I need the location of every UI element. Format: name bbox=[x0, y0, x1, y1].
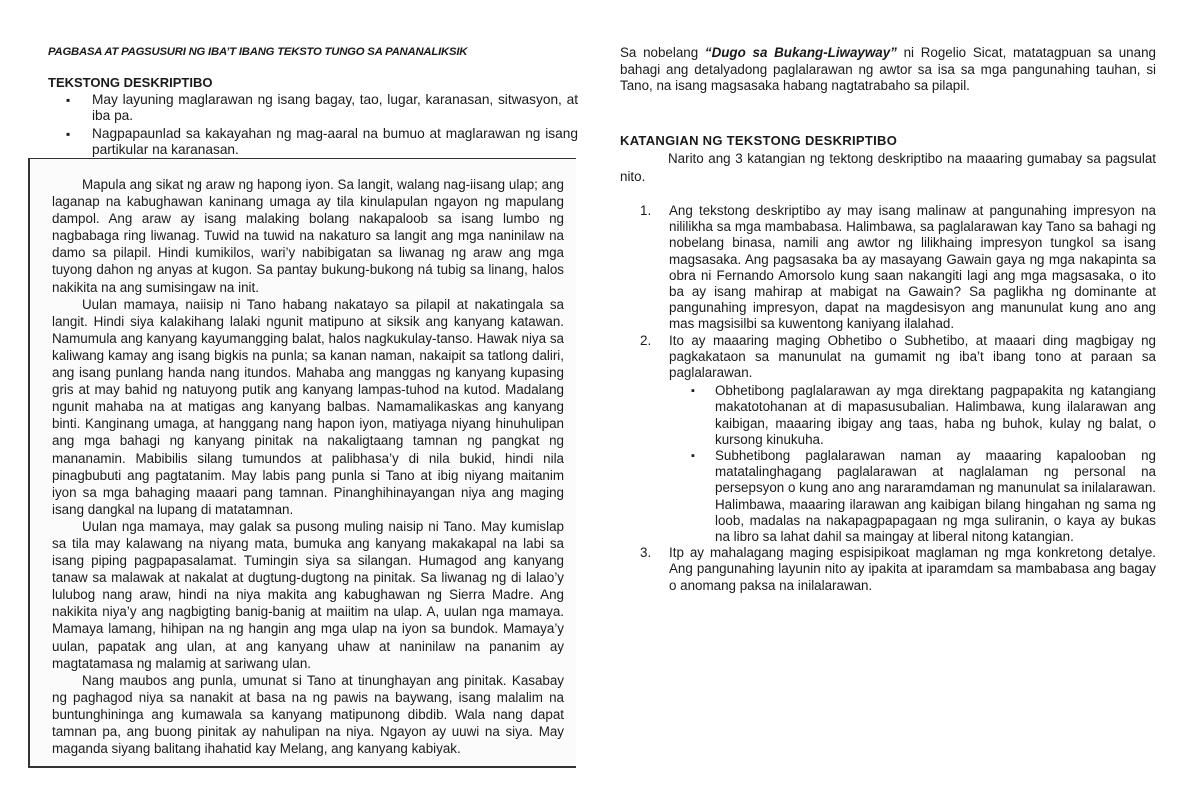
characteristics-list bbox=[640, 203, 1156, 594]
module-header: PAGBASA AT PAGSUSURI NG IBA’T IBANG TEKSTO TUNGO SA PANANALIKSIK bbox=[48, 46, 468, 58]
item-number: 2. bbox=[640, 332, 652, 348]
bullet-item: ▪ May layuning maglarawan ng isang bagay, tao, lugar, karanasan, sitwasyon, at iba pa. bbox=[62, 92, 578, 124]
item-text: Ito ay maaaring maging Obhetibo o Subhetibo, at maaari ding magbigay ng pagkakataon sa manunulat na gumamit ng iba’t ibang tono at paraan sa paglalarawan. bbox=[669, 332, 1156, 381]
item-number: 3. bbox=[640, 545, 652, 561]
characteristic-item bbox=[640, 545, 1156, 594]
item-text: Itp ay mahalagang maging espisipikoat maglaman ng mga konkretong detalye. Ang pangunahing layunin nito ay ipakita at iparamdam sa mambabasa ang bagay o anomang paksa na inilalarawan. bbox=[669, 545, 1156, 593]
item-number: 1. bbox=[640, 203, 652, 218]
definition-bullets bbox=[62, 92, 578, 160]
section-title-tekstong-deskriptibo: TEKSTONG DESKRIPTIBO bbox=[48, 75, 213, 90]
excerpt-paragraph: Mapula ang sikat ng araw ng hapong iyon. Sa langit, walang nag-iisang ulap; ang laganap na kabughawan kaninang umaga ay tila kinulapulan ngayon ng mapulang dampol. Ang araw ay isang malaking bolang nakapaloob sa isang lumbo ng nagbabaga ring liwanag. Tuwid na tuwid na nakaturo sa langit ang mga naninilaw na damo sa pilapil. Hindi kumikilos, wari’y nabibigatan sa liwanag ng araw ang mga tuyong dahon ng anyas at kugon. Sa pantay bukung-bukong ná tubig sa linang, halos nakikita na ang sumisingaw na init. bbox=[52, 177, 564, 295]
characteristic-item bbox=[640, 203, 1156, 333]
novel-intro bbox=[620, 45, 1156, 95]
sub-bullet-item: ▪ Subhetibong paglalarawan naman ay maaaring kapalooban ng matatalinghagang paglalarawan at naglalaman ng personal na persepsyon o kung ano ang nararamdaman ng manunulat sa inilalarawan. Halimbawa, maaaring ilarawan ang kaibigan bilang hingahan ng sama ng loob, madalas na nakapagpapagaan ng mga suliranin, o kaya ay bukas na libro sa lahat dahil sa maingay at liberal nitong katangian. bbox=[669, 448, 1156, 545]
sub-bullets bbox=[669, 383, 1156, 545]
section-title-katangian: KATANGIAN NG TEKSTONG DESKRIPTIBO bbox=[620, 133, 898, 148]
section-lead: Narito ang 3 katangian ng tektong deskriptibo na maaaring gumabay sa pagsulat nito. bbox=[620, 151, 1156, 184]
novel-title: “Dugo sa Bukang-Liwayway” bbox=[704, 45, 897, 60]
novel-excerpt bbox=[52, 176, 564, 757]
excerpt-paragraph: Uulan mamaya, naiisip ni Tano habang nakatayo sa pilapil at nakatingala sa langit. Hindi siya kalakihang lalaki ngunit matipuno at siksik ang kanyang katawan. Namumula ang kanyang kayumangging balat, halos nagkukulay-tanso. Hawak niya sa kaliwang kamay ang isang bigkis na punla; sa kanan naman, nakaipit sa tatlong daliri, ang isang punlang handa nang itundos. Mahaba ang manggas ng kanyang kupasing gris at may bahid ng natuyong putik ang kanyang lampas-tuhod na kutod. Madalang ngunit mahaba na at matigas ang kanyang balbas. Namamalikaskas ang kanyang binti. Kanginang umaga, at hanggang nang hapon iyon, matiyaga niyang hinuhulipan ang mga bahagi ng kanyang pinitak na nakaligtaang tamnan ng pangkat ng mananamin. Mabibilis silang tumundos at palibhasa’y di nila bukid, hindi nila pinagbubuti ang pagtatanim. May labis pang punla si Tano at ibig niyang maitanim iyon sa mga bahaging maaari pang tamnan. Pinanghihinayangan niya ang maging isang dangkal na lupang di matatamnan. bbox=[52, 296, 564, 517]
intro-pre: Sa nobelang bbox=[620, 45, 705, 60]
sub-bullet-item: ▪ Obhetibong paglalarawan ay mga direktang pagpapakita ng katangiang makatotohanan at di mapasusubalian. Halimbawa, kung ilalarawan ang kaibigan, maaaring ibigay ang taas, haba ng buhok, kulay ng balat, o kursong kinukuha. bbox=[669, 383, 1156, 448]
characteristic-item bbox=[640, 333, 1156, 546]
excerpt-paragraph: Nang maubos ang punla, umunat si Tano at tinunghayan ang pinitak. Kasabay ng paghagod niya sa nanakit at basa na ng pawis na baywang, isang malalim na buntunghininga ang kumawala sa kanyang matipunong dibdib. Wala nang dapat tamnan pa, ang buong pinitak ay nahulipan na niya. Ngayon ay uuwi na siya. May maganda siyang balitang ihahatid kay Melang, ang kanyang kabiyak. bbox=[52, 672, 564, 757]
excerpt-paragraph: Uulan nga mamaya, may galak sa pusong muling naisip ni Tano. May kumislap sa tila may kalawang na niyang mata, bumuka ang kanyang makakapal na labi sa isang piping pagpapasalamat. Tumingin siya sa silangan. Humagod ang kanyang tanaw sa malawak at nakalat at dugtung-dugtong na pinitak. Sa liwanag ng di lalao’y lulubog nang araw, hindi na niya makita ang kabughawan ng Sierra Madre. Ang nakikita niya’y ang nagbigting banig-banig at maiitim na ulap. A, uulan nga mamaya. Mamaya lamang, hihipan na ng hangin ang mga ulap na iyon sa bundok. Mamaya’y uulan, papatak ang ulan, at ang kanyang uhaw at naninilaw na pananim ay magtatamasa ng malamig at sariwang ulan. bbox=[52, 518, 564, 671]
item-text: Ang tekstong deskriptibo ay may isang malinaw at pangunahing impresyon na nililikha sa mga mambabasa. Halimbawa, sa paglalarawan kay Tano sa bahagi ng nobelang binasa, namili ang awtor ng lilikhaing impresyon tungkol sa isang magsasaka. Ang pagsasaka ba ay masayang Gawain gaya ng mga nakapinta sa obra ni Fernando Amorsolo kung saan nakangiti lagi ang mga magsasaka, o ito ba ay isang mahirap at mabigat na Gawain? Sa paglikha ng dominante at pangunahing impresyon, dapat na magdesisyon ang manunulat kung ano ang mas magsisilbi sa kuwentong kaniyang ilalahad. bbox=[669, 203, 1156, 332]
bullet-item: ▪ Nagpapaunlad sa kakayahan ng mag-aaral na bumuo at maglarawan ng isang partikular na karanasan. bbox=[62, 126, 578, 158]
intro-post: ni Rogelio Sicat, matatagpuan sa unang bahagi ang detalyadong paglalarawan ng awtor sa isa sa mga pangunahing tauhan, si Tano, na isang magsasaka habang nagtatrabaho sa pilapil. bbox=[620, 45, 1156, 94]
